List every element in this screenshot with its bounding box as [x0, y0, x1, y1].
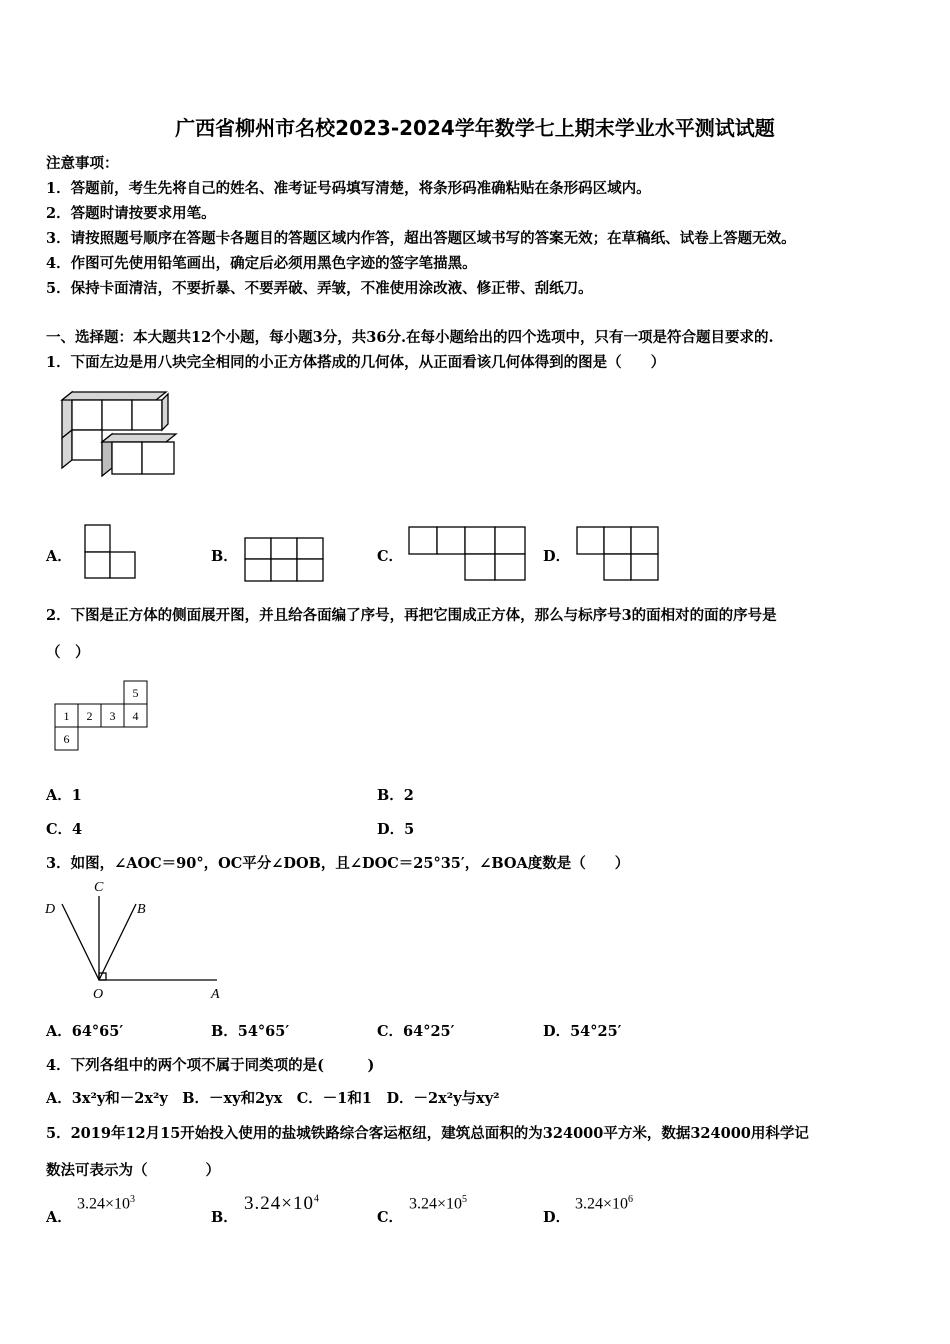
q1-option-a-figure [84, 524, 138, 580]
q5-option-b-label: B． [211, 1209, 238, 1226]
q5-option-d-label: D． [543, 1209, 571, 1226]
notice-heading: 注意事项： [46, 155, 119, 172]
q2-option-c: C．4 [46, 821, 83, 838]
q2-cube-net [52, 680, 152, 752]
point-label-o: O [93, 987, 104, 1002]
q3-option-a: A．64°65′ [46, 1023, 124, 1040]
q5-option-c-label: C． [377, 1209, 404, 1226]
notice-item: 2．答题时请按要求用笔。 [46, 205, 216, 222]
q5-option-a-label: A． [46, 1209, 72, 1226]
q3-option-d: D．54°25′ [543, 1023, 622, 1040]
q2-option-b: B．2 [377, 787, 414, 804]
q1-solid-figure [60, 390, 180, 480]
question-2-text-cont: （ ） [46, 644, 90, 661]
notice-item: 5．保持卡面清洁，不要折暴、不要弄破、弄皱，不准使用涂改液、修正带、刮纸刀。 [46, 280, 593, 297]
q2-option-d: D．5 [377, 821, 415, 838]
q3-option-b: B．54°65′ [211, 1023, 290, 1040]
question-1-text: 1．下面左边是用八块完全相同的小正方体搭成的几何体，从正面看该几何体得到的图是（ ） [46, 354, 666, 371]
section-heading: 一、选择题：本大题共12个小题，每小题3分，共36分.在每小题给出的四个选项中，只有一项是符合题目要求的. [46, 329, 774, 346]
q5-option-a-value: $3.24\times 10^3$ [77, 1194, 136, 1213]
q5-option-d-value: $3.24\times 10^6$ [575, 1194, 634, 1213]
question-5-text-cont: 数法可表示为（ ） [46, 1162, 220, 1179]
question-2-text: 2．下图是正方体的侧面展开图，并且给各面编了序号，再把它围成正方体，那么与标序号3的面相对的面的序号是 [46, 607, 777, 624]
question-5-text: 5．2019年12月15开始投入使用的盐城铁路综合客运枢纽，建筑总面积的为324000平方米，数据324000用科学记 [46, 1125, 809, 1142]
q1-option-d-label: D． [543, 548, 571, 565]
q4-options: A．3x²y和－2x²y B．－xy和2yx C．－1和1 D．－2x²y与xy² [46, 1090, 500, 1107]
q1-option-c-figure [408, 526, 528, 582]
net-label: 5 [132, 686, 139, 700]
question-3-text: 3．如图，∠AOC＝90°，OC平分∠DOB，且∠DOC＝25°35′，∠BOA度数是（ ） [46, 855, 630, 872]
point-label-a: A [211, 987, 220, 1002]
q1-option-b-figure [244, 537, 324, 583]
q1-option-d-figure [576, 526, 660, 582]
net-label: 1 [63, 709, 70, 723]
net-label: 3 [109, 709, 116, 723]
notice-item: 1．答题前，考生先将自己的姓名、准考证号码填写清楚，将条形码准确粘贴在条形码区域内。 [46, 180, 651, 197]
q5-option-b-value: $3.24\times 10^4$ [244, 1193, 320, 1214]
page-title: 广西省柳州市名校2023-2024学年数学七上期末学业水平测试试题 [175, 116, 775, 140]
point-label-d: D [45, 902, 56, 917]
notice-item: 4．作图可先使用铅笔画出，确定后必须用黑色字迹的签字笔描黑。 [46, 255, 477, 272]
point-label-c: C [94, 880, 104, 895]
net-label: 2 [86, 709, 93, 723]
q1-option-a-label: A． [46, 548, 72, 565]
net-label: 4 [132, 709, 139, 723]
notice-item: 3．请按照题号顺序在答题卡各题目的答题区域内作答，超出答题区域书写的答案无效；在草稿纸、试卷上答题无效。 [46, 230, 796, 247]
q3-option-c: C．64°25′ [377, 1023, 455, 1040]
q1-option-b-label: B． [211, 548, 238, 565]
question-4-text: 4．下列各组中的两个项不属于同类项的是( ) [46, 1057, 375, 1074]
point-label-b: B [137, 902, 146, 917]
q1-option-c-label: C． [377, 548, 404, 565]
q2-option-a: A．1 [46, 787, 82, 804]
q3-angle-figure [40, 876, 230, 1004]
net-label: 6 [63, 732, 70, 746]
q5-option-c-value: $3.24\times 10^5$ [409, 1194, 468, 1213]
